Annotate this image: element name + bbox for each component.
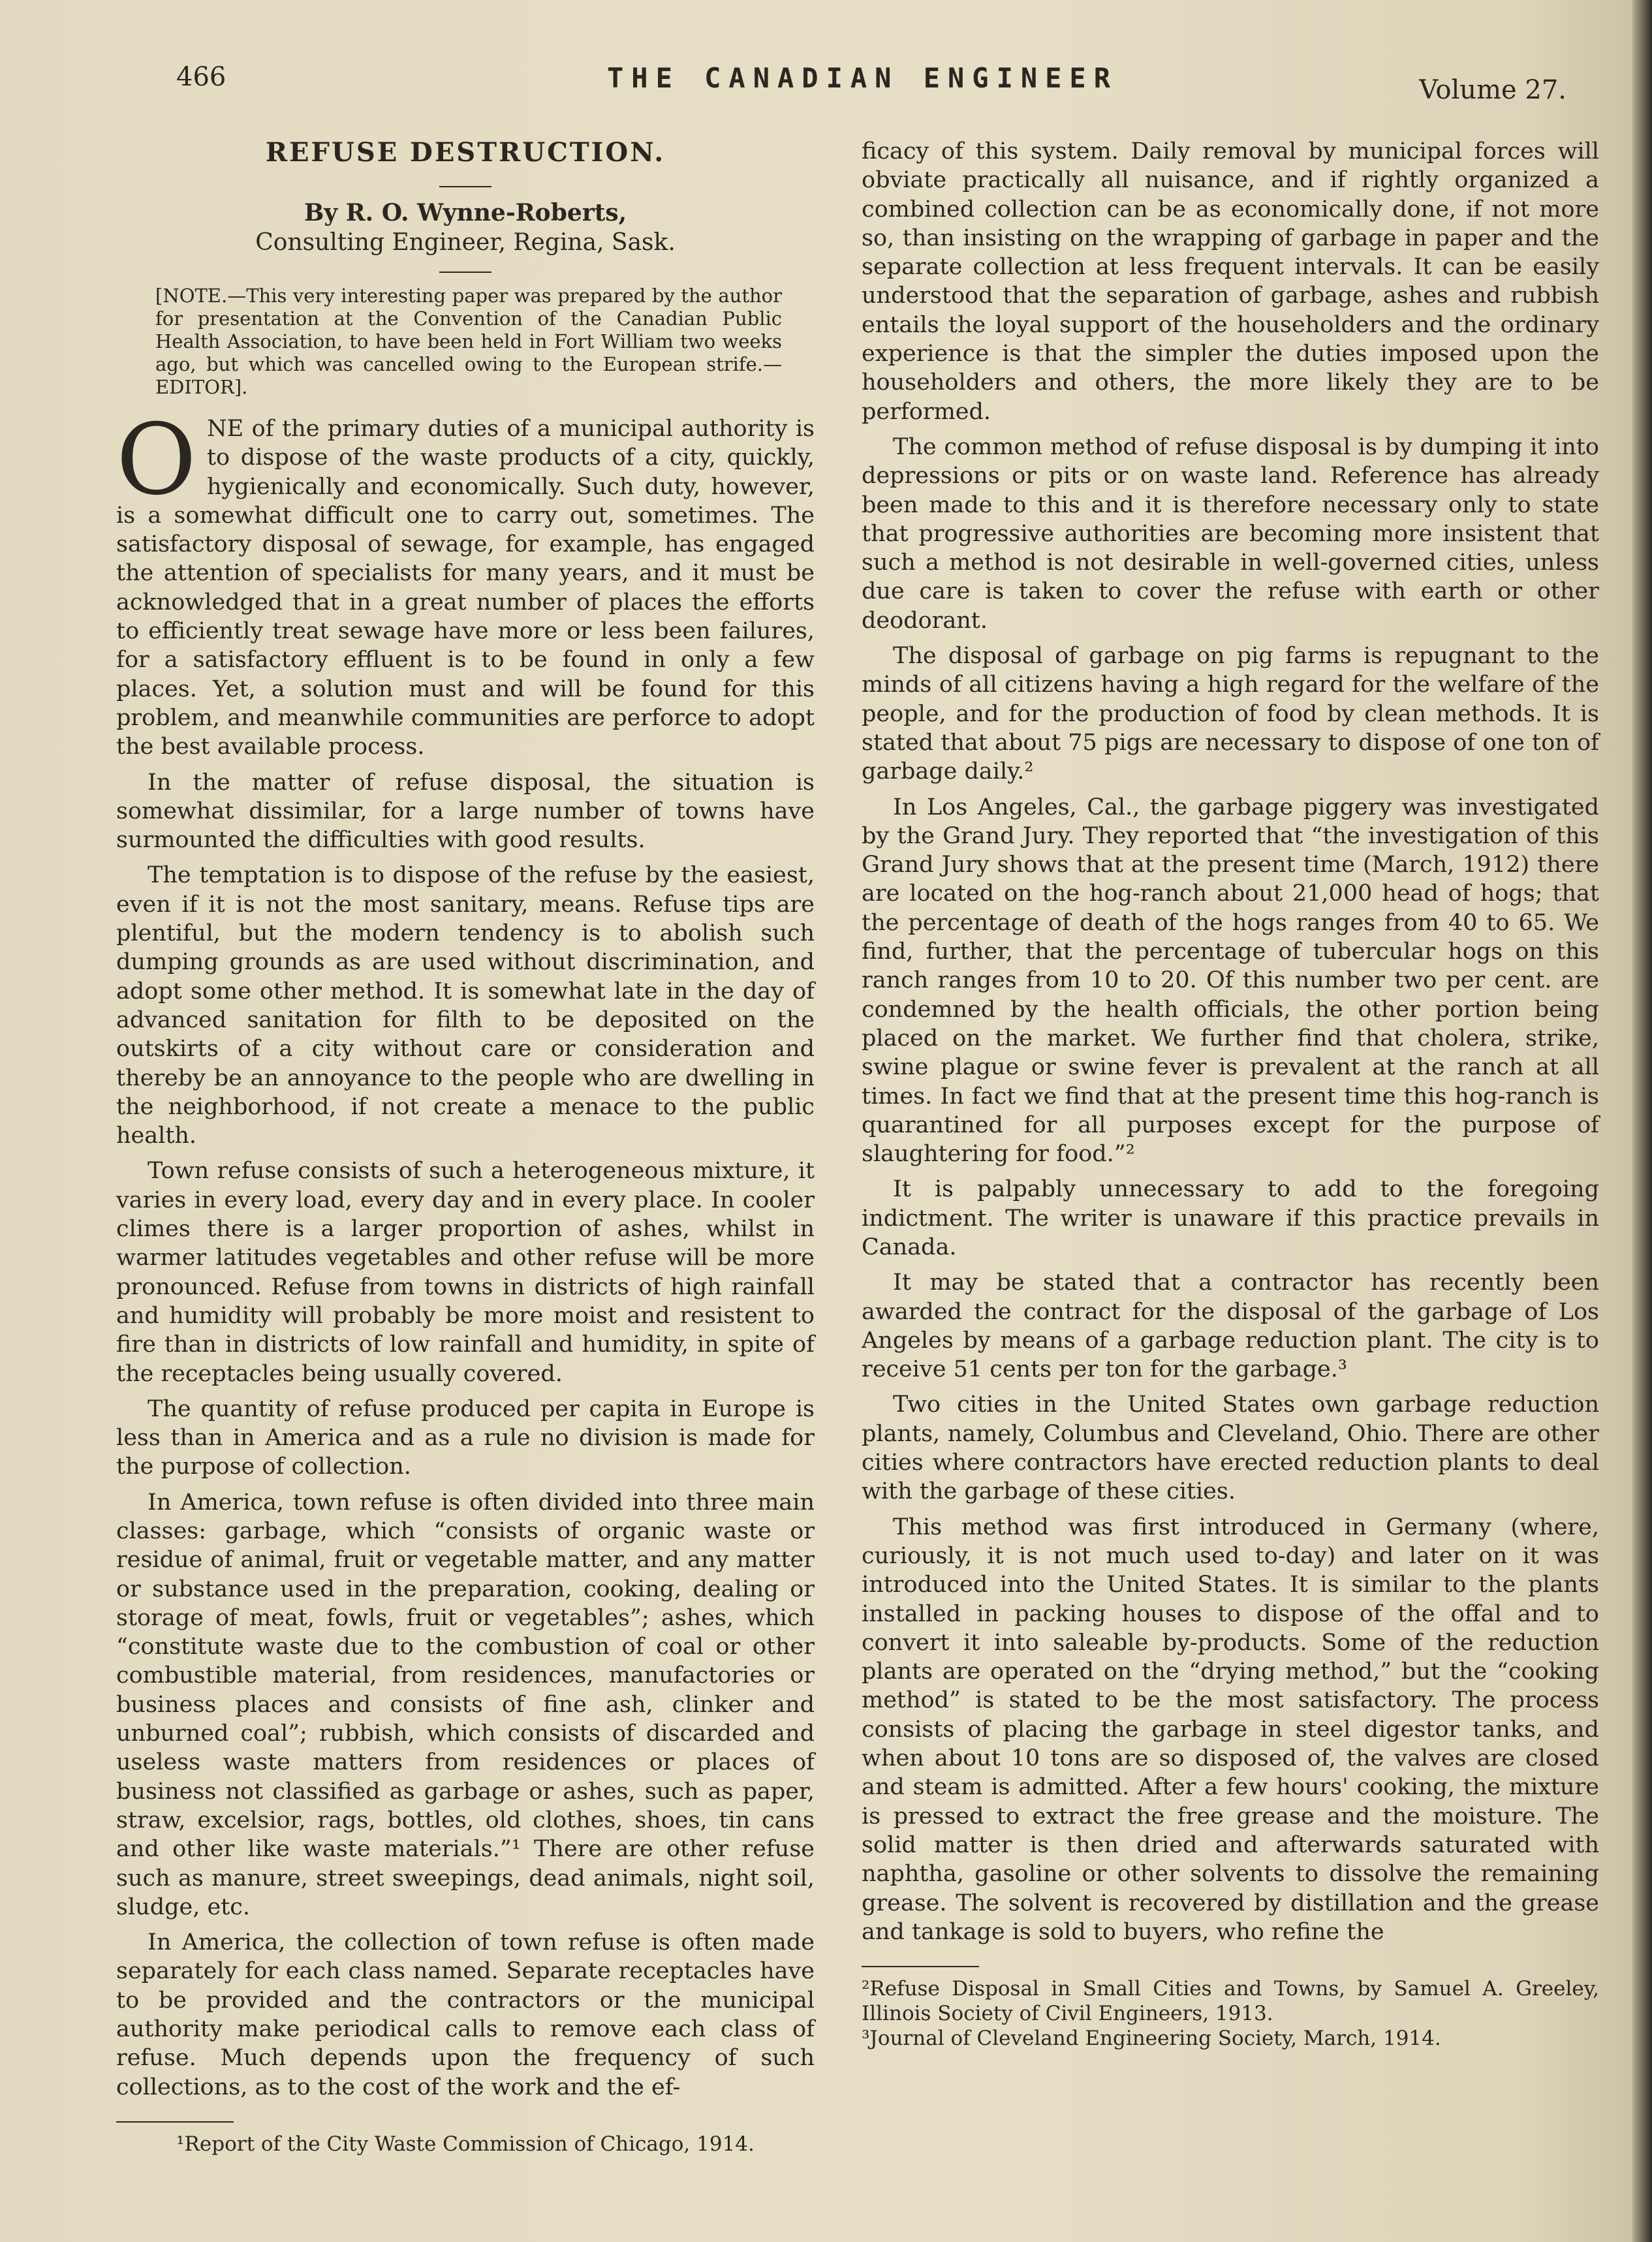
right-column [862, 137, 1599, 2051]
paragraph: It is palpably unnecessary to add to the foregoing indictment. The writer is unaware if this practice prevails in Canada. [862, 1176, 1599, 1260]
footnote: ²Refuse Disposal in Small Cities and Towns, by Samuel A. Greeley, Illinois Society of Civil Engineers, 1913. [862, 1977, 1599, 2026]
paragraph: The disposal of garbage on pig farms is repugnant to the minds of all citizens having a high regard for the welfare of the people, and for the production of food by clean methods. It is stated that about 75 pigs are necessary to dispose of one ton of garbage daily.² [862, 643, 1599, 785]
running-header [176, 62, 1566, 108]
footnote-rule [862, 1966, 979, 1967]
left-column [116, 137, 815, 2156]
author-byline: By R. O. Wynne-Roberts, [304, 199, 627, 226]
editor-note: [NOTE.—This very interesting paper was prepared by the author for presentation at the Convention of the Canadian Public Health Association, to have been held in Fort William two weeks ago, but which was cancelled owing to the European strife.—EDITOR]. [155, 285, 782, 398]
paragraph: ficacy of this system. Daily removal by municipal forces will obviate practically all nuisance, and if rightly organized a combined collection can be as economically done, if not more so, than insisting on the wrapping of garbage in paper and the separate collection at less frequent intervals. It can be easily understood that the separation of garbage, ashes and rubbish entails the loyal support of the householders and the ordinary experience is that the simpler the duties imposed upon the householders and others, the more likely they are to be performed. [862, 138, 1599, 425]
footnote: ¹Report of the City Waste Commission of Chicago, 1914. [176, 2132, 755, 2156]
journal-title: THE CANADIAN ENGINEER [607, 62, 1119, 94]
footnote-rule [116, 2121, 234, 2123]
author-affiliation: Consulting Engineer, Regina, Sask. [255, 229, 676, 256]
title-rule [439, 186, 491, 187]
paragraph-text: NE of the primary duties of a municipal authority is to dispose of the waste products of a city, quickly, hygienically and economically. Such duty, however, is a somewhat difficult one to carry out, sometimes. The satisfactory disposal of sewage, for example, has engaged the attention of specialists for many years, and it must be acknowledged that in a great number of places the efforts to efficiently treat sewage have more or less been failures, for a satisfactory effluent is to be found in only a few places. Yet, a solution must and will be found for this problem, and meanwhile communities are perforce to adopt the best available process. [116, 416, 815, 760]
paragraph: In Los Angeles, Cal., the garbage piggery was investigated by the Grand Jury. They reported that “the investigation of this Grand Jury shows that at the present time (March, 1912) there are located on the hog-ranch about 21,000 head of hogs; that the percentage of death of the hogs ranges from 40 to 65. We find, further, that the percentage of tubercular hogs on this ranch ranges from 10 to 20. Of this number two per cent. are condemned by the health officials, the other portion being placed on the market. We further find that cholera, strike, swine plague or swine fever is prevalent at the ranch at all times. In fact we find that at the present time this hog-ranch is quarantined for all purposes except for the purpose of slaughtering for food.”² [862, 794, 1599, 1168]
paragraph: Two cities in the United States own garbage reduction plants, namely, Columbus and Cleveland, Ohio. There are other cities where contractors have erected reduction plants to deal with the garbage of these cities. [862, 1392, 1599, 1505]
paragraph: The common method of refuse disposal is by dumping it into depressions or pits or on waste land. Reference has already been made to this and it is therefore necessary only to state that progressive authorities are becoming more insistent that such a method is not desirable in well-governed cities, unless due care is taken to cover the refuse with earth or other deodorant. [862, 433, 1599, 634]
paragraph: In America, the collection of town refuse is often made separately for each class named. Separate receptacles have to be provided and the contractors or the municipal authority make periodical calls to remove each class of refuse. Much depends upon the frequency of such collections, as to the cost of the work and the ef- [116, 1929, 815, 2100]
paragraph: In America, town refuse is often divided into three main classes: garbage, which “consists of organic waste or residue of animal, fruit or vegetable matter, and any matter or substance used in the preparation, cooking, dealing or storage of meat, fowls, fruit or vegetables”; ashes, which “constitute waste due to the combustion of coal or other combustible material, from residences, manufactories or business places and consists of fine ash, clinker and unburned coal”; rubbish, which consists of discarded and useless waste matters from residences or places of business not classified as garbage or ashes, such as paper, straw, excelsior, rags, bottles, old clothes, shoes, tin cans and other like waste materials.”¹ There are other refuse such as manure, street sweepings, dead animals, night soil, sludge, etc. [116, 1489, 815, 1920]
byline-rule [439, 272, 491, 273]
volume-label: Volume 27. [1419, 75, 1566, 105]
paragraph: This method was first introduced in Germany (where, curiously, it is not much used to-day) and later on it was introduced into the United States. It is similar to the plants installed in packing houses to dispose of the offal and to convert it into saleable by-products. Some of the reduction plants are operated on the “drying method,” but the “cooking method” is stated to be the most satisfactory. The process consists of placing the garbage in steel digestor tanks, and when about 10 tons are so disposed of, the valves are closed and steam is admitted. After a few hours' cooking, the mixture is pressed to extract the free grease and the moisture. The solid matter is then dried and afterwards saturated with naphtha, gasoline or other solvents to dissolve the remaining grease. The solvent is recovered by distillation and the grease and tankage is sold to buyers, who refine the [862, 1514, 1599, 1945]
article-title: REFUSE DESTRUCTION. [265, 137, 666, 168]
footnote: ³Journal of Cleveland Engineering Society, March, 1914. [862, 2027, 1441, 2051]
page-edge-shadow [1632, 0, 1652, 2242]
paragraph: Town refuse consists of such a heterogeneous mixture, it varies in every load, every day and in every place. In cooler climes there is a larger proportion of ashes, whilst in warmer latitudes vegetables and other refuse will be more pronounced. Refuse from towns in districts of high rainfall and humidity will probably be more moist and resistent to fire than in districts of low rainfall and humidity, in spite of the receptacles being usually covered. [116, 1158, 815, 1387]
drop-cap: O [116, 403, 196, 517]
paragraph: In the matter of refuse disposal, the situation is somewhat dissimilar, for a large number of towns have surmounted the difficulties with good results. [116, 769, 815, 854]
paragraph: It may be stated that a contractor has recently been awarded the contract for the disposal of the garbage of Los Angeles by means of a garbage reduction plant. The city is to receive 51 cents per ton for the garbage.³ [862, 1269, 1599, 1383]
paragraph: The temptation is to dispose of the refuse by the easiest, even if it is not the most sanitary, means. Refuse tips are plentiful, but the modern tendency is to abolish such dumping grounds as are used without discrimination, and adopt some other method. It is somewhat late in the day of advanced sanitation for filth to be deposited on the outskirts of a city without care or consideration and thereby be an annoyance to the people who are dwelling in the neighborhood, if not create a menace to the public health. [116, 862, 815, 1149]
paragraph: The quantity of refuse produced per capita in Europe is less than in America and as a rule no division is made for the purpose of collection. [116, 1395, 815, 1480]
paragraph [116, 403, 815, 762]
page-number: 466 [176, 62, 226, 92]
